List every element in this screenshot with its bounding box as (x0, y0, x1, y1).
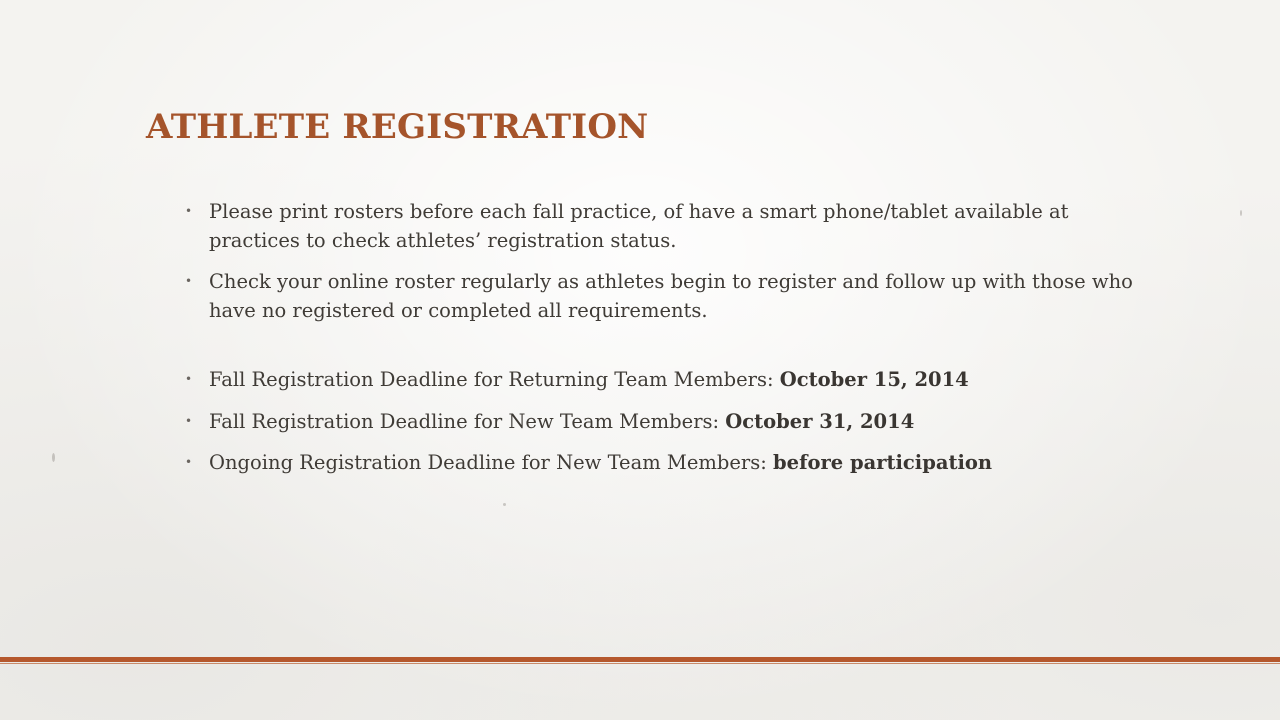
bullet-text: Fall Registration Deadline for Returning Team Members: (209, 368, 780, 391)
bullet-item-ongoing-deadline (183, 448, 1163, 477)
bullet-item-new-deadline (183, 407, 1163, 436)
paper-speck (52, 453, 55, 462)
bullet-item-returning-deadline (183, 365, 1163, 394)
paper-speck (503, 503, 506, 506)
bullet-text: Check your online roster regularly as athletes begin to register and follow up with those who have no registered or completed all requirements. (209, 270, 1133, 322)
bullet-icon: • (185, 372, 193, 386)
paper-speck (1240, 210, 1242, 216)
bullet-icon: • (185, 204, 193, 218)
bullet-list (183, 197, 1163, 477)
bullet-text: Fall Registration Deadline for New Team Members: (209, 410, 726, 433)
bullet-item-print-rosters (183, 197, 1163, 255)
deadline-date: before participation (773, 451, 993, 474)
bullet-icon: • (185, 455, 193, 469)
footer-accent-rule (0, 657, 1280, 662)
bullet-text: Please print rosters before each fall practice, of have a smart phone/tablet available at practices to check athletes’ registration status. (209, 200, 1069, 252)
bullet-text: Ongoing Registration Deadline for New Team Members: (209, 451, 774, 474)
footer-thin-rule (0, 663, 1280, 664)
deadline-date: October 15, 2014 (779, 368, 969, 391)
bullet-icon: • (185, 274, 193, 288)
slide-title: ATHLETE REGISTRATION (146, 107, 649, 147)
deadline-date: October 31, 2014 (725, 410, 915, 433)
bullet-item-check-roster (183, 267, 1163, 325)
bullet-icon: • (185, 414, 193, 428)
